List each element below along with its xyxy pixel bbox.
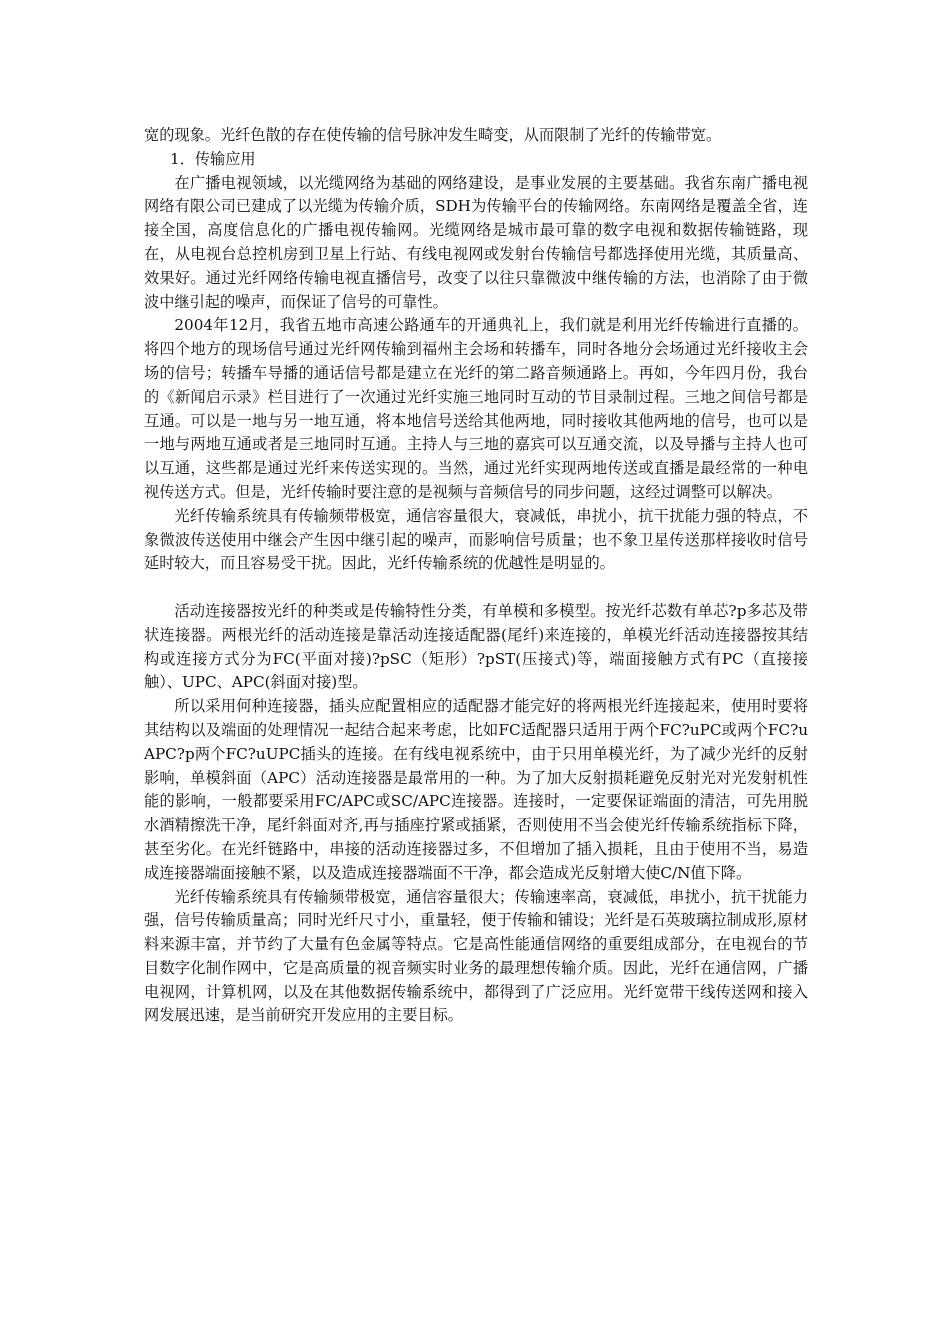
section-heading: 1．传输应用 — [170, 149, 256, 168]
paragraph-conclusion: 光纤传输系统具有传输频带极宽，通信容量很大；传输速率高，衰减低，串扰小，抗干扰能力强，信号传输质量高；同时光纤尺寸小，重量轻，便于传输和铺设；光纤是石英玻璃拉制成形,原材料来源丰富，并节约了大量有色金属等特点。它是高性能通信网络的重要组成部分，在电视台的节目数字化制作网中，它是高质量的视音频实时业务的最理想传输介质。因此，光纤在通信网，广播电视网，计算机网，以及在其他数据传输系统中，都得到了广泛应用。光纤宽带干线传送网和接入网发展迅速，是当前研究开发应用的主要目标。 — [144, 887, 808, 1025]
paragraph-connector-usage: 所以采用何种连接器，插头应配置相应的适配器才能完好的将两根光纤连接起来，使用时要将其结构以及端面的处理情况一起结合起来考虑，比如FC适配器只适用于两个FC?uPC或两个FC?uAPC?p两个FC?uUPC插头的连接。在有线电视系统中，由于只用单模光纤，为了减少光纤的反射影响，单模斜面（APC）活动连接器是最常用的一种。为了加大反射损耗避免反射光对光发射机性能的影响，一般都要采用FC/APC或SC/APC连接器。连接时，一定要保证端面的清洁，可先用脱水酒精擦洗干净，尾纤斜面对齐,再与插座拧紧或插紧，否则使用不当会使光纤传输系统指标下降，甚至劣化。在光纤链路中，串接的活动连接器过多，不但增加了插入损耗，且由于使用不当，易造成连接器端面接触不紧，以及造成连接器端面不干净，都会造成光反射增大使C/N值下降。 — [144, 697, 808, 882]
paragraph-connector-types: 活动连接器按光纤的种类或是传输特性分类，有单模和多模型。按光纤芯数有单芯?p多芯及带状连接器。两根光纤的活动连接是靠活动连接适配器(尾纤)来连接的，单模光纤活动连接器按其结构或连接方式分为FC(平面对接)?pSC（矩形）?pST(压接式)等，端面接触方式有PC（直接接触）、UPC、APC(斜面对接)型。 — [144, 601, 808, 692]
paragraph-gap — [144, 576, 808, 600]
paragraph-2004-live: 2004年12月，我省五地市高速公路通车的开通典礼上，我们就是利用光纤传输进行直播的。将四个地方的现场信号通过光纤网传输到福州主会场和转播车，同时各地分会场通过光纤接收主会场的信号；转播车导播的通话信号都是建立在光纤的第二路音频通路上。再如，今年四月份，我台的《新闻启示录》栏目进行了一次通过光纤实施三地同时互动的节目录制过程。三地之间信号都是互通。可以是一地与另一地互通，将本地信号送给其他两地，同时接收其他两地的信号，也可以是一地与两地互通或者是三地同时互通。主持人与三地的嘉宾可以互通交流，以及导播与主持人也可以互通，这些都是通过光纤来传送实现的。当然，通过光纤实现两地传送或直播是最经常的一种电视传送方式。但是，光纤传输时要注意的是视频与音频信号的同步问题，这经过调整可以解决。 — [144, 316, 808, 501]
document-body — [144, 124, 808, 1028]
paragraph-dispersion-tail: 宽的现象。光纤色散的存在使传输的信号脉冲发生畸变，从而限制了光纤的传输带宽。 — [144, 126, 722, 144]
paragraph-system-advantages: 光纤传输系统具有传输频带极宽，通信容量很大，衰减低，串扰小，抗干扰能力强的特点，不象微波传送使用中继会产生因中继引起的噪声，而影响信号质量；也不象卫星传送那样接收时信号延时较大，而且容易受干扰。因此，光纤传输系统的优越性是明显的。 — [144, 506, 808, 573]
paragraph-broadcast-field: 在广播电视领域，以光缆网络为基础的网络建设，是事业发展的主要基础。我省东南广播电视网络有限公司已建成了以光缆为传输介质，SDH为传输平台的传输网络。东南网络是覆盖全省，连接全国，高度信息化的广播电视传输网。光缆网络是城市最可靠的数字电视和数据传输链路，现在，从电视台总控机房到卫星上行站、有线电视网或发射台传输信号都选择使用光缆，其质量高、效果好。通过光纤网络传输电视直播信号，改变了以往只靠微波中继传输的方法，也消除了由于微波中继引起的噪声，而保证了信号的可靠性。 — [144, 173, 808, 311]
